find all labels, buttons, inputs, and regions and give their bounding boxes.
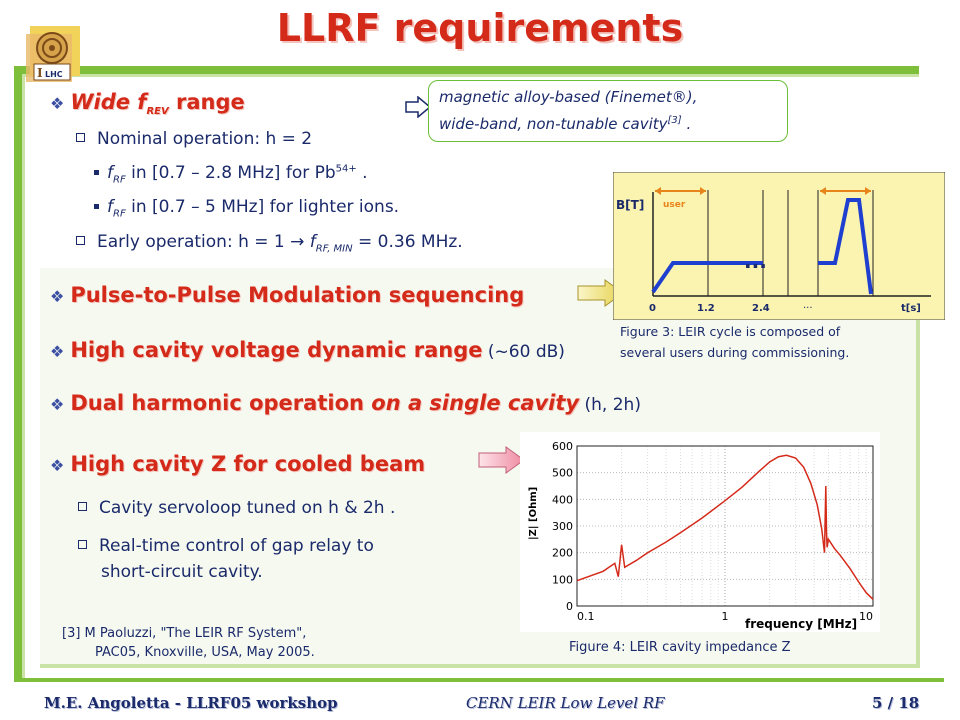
early-sub: RF, MIN [315,243,353,255]
footer-author: M.E. Angoletta - LLRF05 workshop [44,694,338,712]
bullet-wide-frev [50,90,245,117]
footer-center: CERN LEIR Low Level RF [466,694,665,712]
bullet-highz [50,452,425,476]
pb-sub: RF [113,174,126,186]
chart-ylabel: |Z| [Ohm] [528,486,539,540]
diamond-bullet-icon: ❖ [50,94,65,113]
reference-3 [62,624,315,662]
diamond-bullet-icon: ❖ [50,456,65,475]
y-tick-label-2: 200 [552,546,573,560]
arrow-right-icon: → [290,232,305,252]
pb-text: in [0.7 – 2.8 MHz] for Pb [125,163,336,183]
bullet-dual [50,391,641,415]
cavity-callout [428,80,788,142]
y-tick-label-1: 100 [552,573,573,587]
frame-bottom-bar [14,678,944,682]
lighter-sub: RF [113,208,126,220]
callout-tail: . [681,115,692,133]
slide-title: LLRF requirements [276,6,684,50]
square-bullet-icon [76,236,85,245]
pb-f: f [107,163,113,183]
callout-line2: wide-band, non-tunable cavity [439,115,668,133]
bullet-relay [78,533,374,585]
callout-line1: magnetic alloy-based (Finemet®), [439,88,698,106]
svg-text:LHC: LHC [45,70,63,79]
highz-arrow-icon [478,446,526,474]
fig3-tick-0: 0 [649,303,656,314]
bullet-early [76,232,463,254]
servo-label: Cavity servoloop tuned on h & 2h . [99,498,396,518]
early-post: = 0.36 MHz. [352,232,463,252]
y-tick-label-3: 300 [552,520,573,533]
chart-xlabel: frequency [MHz] [745,617,858,631]
footer-page-number: 5 / 18 [872,694,920,712]
y-tick-label-0: 0 [566,600,573,613]
bullet-nominal [76,129,312,149]
fig3-ylabel: B[T] [616,198,645,212]
x-tick-label-2: 10 [859,610,873,623]
voltage-label: High cavity voltage dynamic range [70,338,483,362]
y-tick-label-4: 400 [552,493,573,507]
fig3-tick-dots: ... [803,300,813,311]
early-text: Early operation: h = 1 [97,232,291,252]
pb-sup: 54+ [335,163,357,175]
frame-top-bar [14,66,919,74]
frame-left-shadow [22,74,25,678]
callout-ref: [3] [667,115,682,126]
early-f: f [304,232,316,252]
wide-sub: REV [146,106,169,118]
fig3-user-label: user [663,200,686,210]
relay-line2: short-circuit cavity. [101,562,263,582]
square-bullet-icon [78,540,87,549]
diamond-bullet-icon: ❖ [50,395,65,414]
bullet-servo [78,498,395,518]
figure-4-impedance-chart [520,432,880,632]
ppm-label: Pulse-to-Pulse Modulation sequencing [70,283,525,307]
x-tick-label-1: 1 [721,610,729,623]
figure-3-caption [620,321,940,363]
bullet-lighter [94,197,399,219]
figure-4-caption: Figure 4: LEIR cavity impedance Z [569,640,791,655]
wide-rest: range [168,90,245,114]
fig3-caption-line1: Figure 3: LEIR cycle is composed of [620,324,841,339]
reference-line2: PAC05, Knoxville, USA, May 2005. [95,645,315,660]
diamond-bullet-icon: ❖ [50,287,65,306]
fig3-tick-1: 1.2 [697,303,715,314]
lighter-f: f [107,197,113,217]
nominal-label: Nominal operation: h = 2 [97,129,313,149]
dual-label-italic: on a single cavity [371,391,580,415]
reference-line1: [3] M Paoluzzi, "The LEIR RF System", [62,626,307,641]
lighter-text: in [0.7 – 5 MHz] for lighter ions. [125,197,400,217]
relay-line1: Real-time control of gap relay to [99,536,374,556]
svg-text:I: I [37,66,43,80]
fig3-tick-2: 2.4 [752,303,770,314]
figure-3-leir-cycle [613,172,945,320]
wide-label: Wide f [70,90,147,114]
square-bullet-icon [76,133,85,142]
highz-label: High cavity Z for cooled beam [70,452,426,476]
frame-left-bar [14,66,22,678]
frame-top-shadow [22,74,919,77]
small-square-bullet-icon [94,170,99,175]
square-bullet-icon [78,502,87,511]
fig3-dots: ... [744,249,767,273]
y-tick-label-5: 500 [552,466,573,480]
voltage-note: (~60 dB) [482,342,565,362]
x-tick-label-0: 0.1 [577,610,595,623]
dual-label: Dual harmonic operation [70,391,372,415]
bullet-pb [94,163,368,185]
small-square-bullet-icon [94,204,99,209]
diamond-bullet-icon: ❖ [50,342,65,361]
bullet-ppm [50,283,524,307]
pb-post: . [356,163,368,183]
fig3-xlabel: t[s] [901,303,921,314]
y-tick-label-6: 600 [552,440,573,453]
fig3-caption-line2: several users during commissioning. [620,345,850,360]
dual-note: (h, 2h) [579,395,641,415]
bullet-voltage [50,338,565,362]
